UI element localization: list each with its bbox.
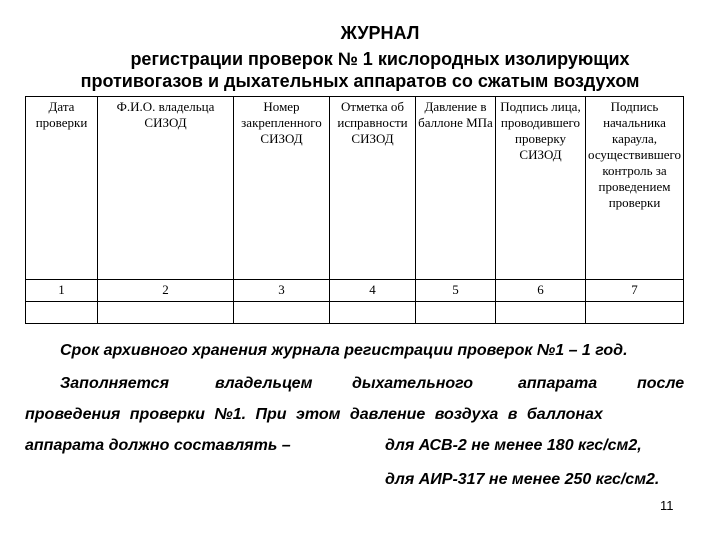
fill-instruction-note: проведения проверки №1. При этом давление воздуха в баллонах [25, 406, 603, 423]
pressure-requirement-air317: для АИР-317 не менее 250 кгс/см2. [385, 471, 660, 488]
empty-cell [496, 302, 586, 324]
column-header-owner-name: Ф.И.О. владельца СИЗОД [98, 97, 234, 280]
empty-cell [416, 302, 496, 324]
column-number: 1 [26, 280, 98, 302]
journal-subtitle-line2: противогазов и дыхательных аппаратов со сжатым воздухом [80, 71, 640, 91]
journal-subtitle-line1: регистрации проверок № 1 кислородных изолирующих [130, 49, 630, 69]
empty-cell [586, 302, 684, 324]
column-header-date: Дата проверки [26, 97, 98, 280]
note-word: владельцем [215, 375, 313, 392]
column-header-chief-signature: Подпись начальника караула, осуществившего контроль за проведением проверки [586, 97, 684, 280]
journal-table [25, 96, 684, 324]
column-header-device-number: Номер закрепленного СИЗОД [234, 97, 330, 280]
column-number: 3 [234, 280, 330, 302]
note-word: после [637, 375, 685, 392]
column-number: 2 [98, 280, 234, 302]
column-header-inspector-signature: Подпись лица, проводившего проверку СИЗОД [496, 97, 586, 280]
column-header-pressure: Давление в баллоне МПа [416, 97, 496, 280]
note-word: Заполняется [60, 375, 169, 392]
column-number: 5 [416, 280, 496, 302]
column-number: 6 [496, 280, 586, 302]
page-number: 11 [660, 498, 674, 513]
note-word: дыхательного [352, 375, 474, 392]
empty-cell [330, 302, 416, 324]
empty-cell [234, 302, 330, 324]
pressure-requirement-asv2: для АСВ-2 не менее 180 кгс/см2, [385, 437, 642, 454]
table-empty-row [26, 302, 684, 324]
empty-cell [26, 302, 98, 324]
note-word: аппарата [518, 375, 598, 392]
empty-cell [98, 302, 234, 324]
table-number-row [26, 280, 684, 302]
column-number: 4 [330, 280, 416, 302]
archive-storage-note: Срок архивного хранения журнала регистрации проверок №1 – 1 год. [60, 342, 628, 359]
column-number: 7 [586, 280, 684, 302]
journal-title: ЖУРНАЛ [340, 23, 420, 43]
table-header-row [26, 97, 684, 280]
pressure-requirement-label: аппарата должно составлять – [25, 437, 291, 454]
column-header-serviceability-mark: Отметка об исправности СИЗОД [330, 97, 416, 280]
